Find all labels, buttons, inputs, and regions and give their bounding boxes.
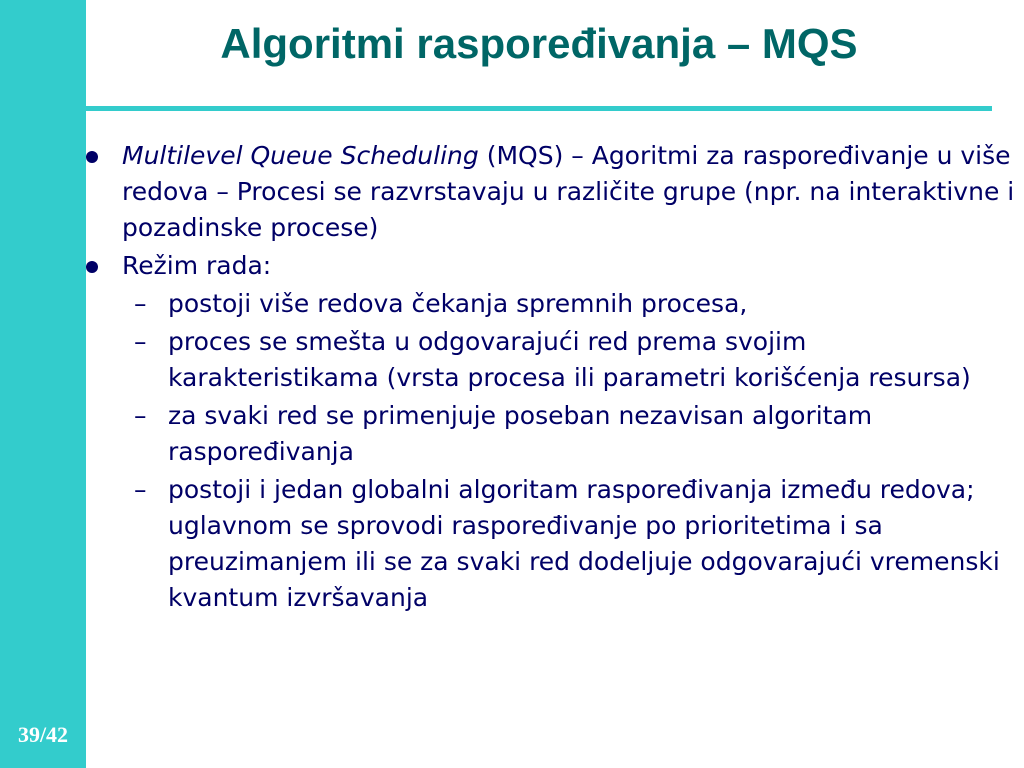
bullet-item-mqs [86, 138, 1016, 246]
bullet-text: Režim rada: [122, 251, 272, 280]
dash-icon: – [134, 289, 147, 318]
sub-bullet-item [86, 472, 1016, 616]
title-divider [86, 106, 992, 111]
bullet-italic-term: Multilevel Queue Scheduling [122, 141, 479, 170]
sub-bullet-item [86, 286, 1016, 322]
bullet-text: (MQS) – Agoritmi za raspoređivanje u više redova – Procesi se razvrstavaju u različite grupe (npr. na interaktivne i pozadinske procese) [122, 141, 1015, 242]
sub-bullet-item [86, 398, 1016, 470]
sub-bullet-text: postoji i jedan globalni algoritam raspoređivanja između redova; uglavnom se sprovodi raspoređivanje po prioritetima i sa preuzimanjem ili se za svaki red dodeljuje odgovarajući vremenski kvantum izvršavanja [168, 475, 1000, 612]
page-number: 39/42 [17, 722, 69, 747]
sub-bullet-text: za svaki red se primenjuje poseban nezavisan algoritam raspoređivanja [168, 401, 873, 466]
dash-icon: – [134, 475, 147, 504]
bullet-dot-icon [86, 151, 98, 163]
sub-bullet-text: postoji više redova čekanja spremnih procesa, [168, 289, 748, 318]
bullet-dot-icon [86, 261, 98, 273]
dash-icon: – [134, 401, 147, 430]
slide-content [86, 138, 1016, 618]
bullet-item-rezim [86, 248, 1016, 284]
dash-icon: – [134, 327, 147, 356]
slide-title: Algoritmi raspoređivanja – MQS [220, 20, 858, 67]
sidebar-bar [0, 0, 86, 768]
sub-bullet-item [86, 324, 1016, 396]
sub-bullet-text: proces se smešta u odgovarajući red prema svojim karakteristikama (vrsta procesa ili parametri korišćenja resursa) [168, 327, 971, 392]
